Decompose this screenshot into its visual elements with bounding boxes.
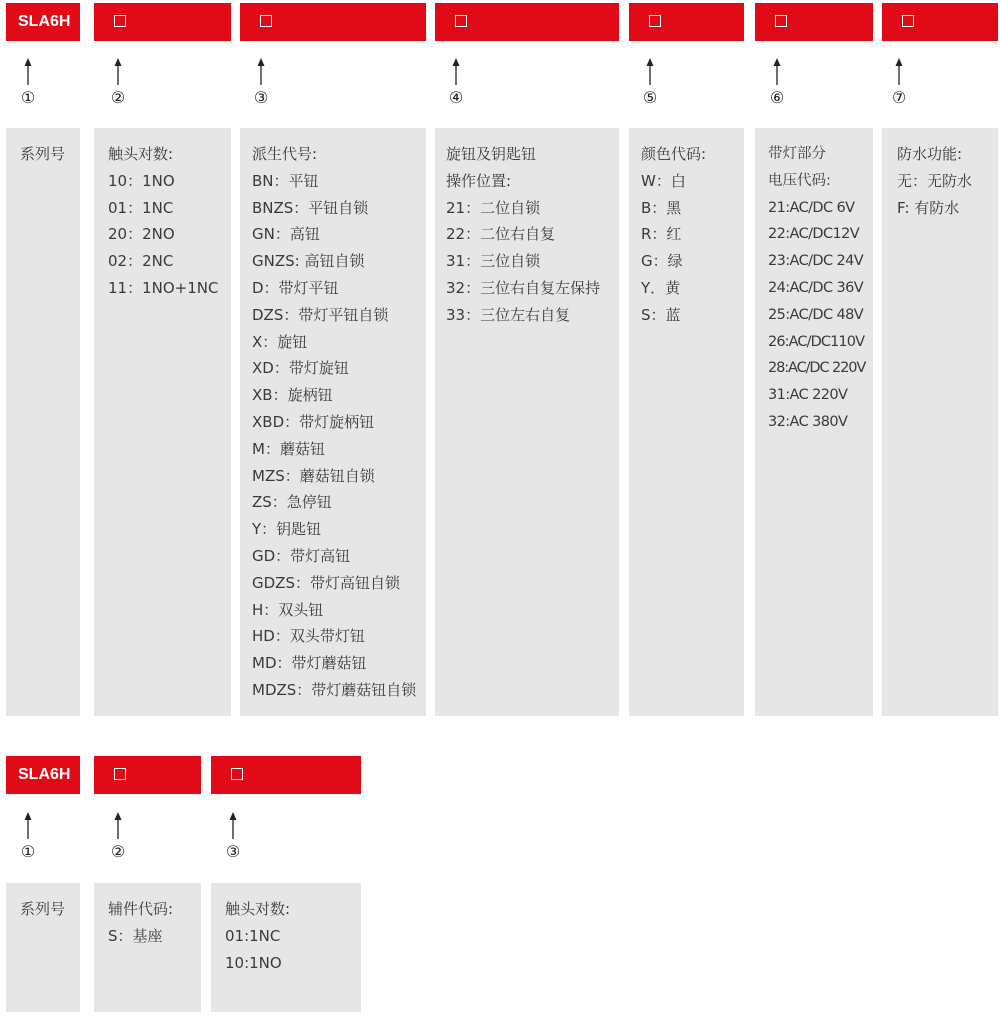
circled-number: ⑥: [769, 88, 785, 107]
up-arrow-icon: [246, 57, 276, 87]
panel-heading: 带灯部分: [768, 146, 826, 162]
empty-checkbox-icon: [455, 15, 467, 27]
up-arrow-icon: [762, 57, 792, 87]
row1-header-field-6: [755, 3, 873, 41]
panel-line: S：蓝: [641, 305, 681, 324]
series-code-label: SLA6H: [18, 13, 71, 30]
panel-line: MD：带灯蘑菇钮: [252, 654, 367, 673]
panel-line: Y．黄: [641, 278, 681, 297]
panel-heading: 辅件代码:: [108, 900, 174, 918]
row1-header-field-7: [882, 3, 998, 41]
panel-line: XB：旋柄钮: [252, 386, 333, 405]
empty-checkbox-icon: [114, 768, 126, 780]
row2-panel-accessory-code: [94, 883, 201, 1012]
panel-line: G：绿: [641, 252, 683, 271]
panel-line: H：双头钮: [252, 600, 324, 619]
row1-panel-series: [6, 128, 80, 716]
panel-line: 10:1NO: [225, 953, 282, 972]
panel-line: 无：无防水: [897, 171, 973, 190]
panel-line: 32:AC 380V: [768, 413, 848, 430]
panel-heading: 派生代号:: [252, 145, 318, 163]
up-arrow-icon: [103, 811, 133, 841]
panel-line: F: 有防水: [897, 198, 960, 217]
panel-line: BN：平钮: [252, 171, 319, 190]
panel-line: 23:AC/DC 24V: [768, 253, 864, 270]
row1-pointer-4: [441, 57, 471, 109]
panel-line: GN：高钮: [252, 225, 320, 244]
panel-line: 21：二位自锁: [446, 198, 541, 217]
panel-line: BNZS：平钮自锁: [252, 198, 369, 217]
series-code-label: SLA6H: [18, 766, 71, 783]
row2-pointer-2: [103, 811, 133, 863]
panel-line: W：白: [641, 171, 686, 190]
row1-header-field-4: [435, 3, 619, 41]
up-arrow-icon: [635, 57, 665, 87]
circled-number: ⑦: [891, 88, 907, 107]
panel-line: 22:AC/DC12V: [768, 226, 860, 243]
up-arrow-icon: [13, 811, 43, 841]
up-arrow-icon: [103, 57, 133, 87]
row2-header-series: [6, 756, 80, 794]
panel-line: S：基座: [108, 926, 163, 945]
panel-line: MZS：蘑菇钮自锁: [252, 466, 375, 485]
panel-line: 21:AC/DC 6V: [768, 199, 855, 216]
empty-checkbox-icon: [649, 15, 661, 27]
row1-pointer-3: [246, 57, 276, 109]
panel-line: ZS：急停钮: [252, 493, 332, 512]
circled-number: ②: [110, 88, 126, 107]
panel-line: 26:AC/DC110V: [768, 333, 865, 350]
empty-checkbox-icon: [775, 15, 787, 27]
panel-line: D：带灯平钮: [252, 278, 339, 297]
row1-panel-derivative-code: [240, 128, 426, 716]
row1-panel-lamp-voltage: [755, 128, 873, 716]
panel-line: 01：1NC: [108, 198, 174, 217]
row1-header-field-3: [240, 3, 426, 41]
panel-line: 31:AC 220V: [768, 387, 848, 404]
panel-line: 24:AC/DC 36V: [768, 279, 864, 296]
up-arrow-icon: [441, 57, 471, 87]
panel-line: 11：1NO+1NC: [108, 278, 219, 297]
circled-number: ②: [110, 842, 126, 861]
up-arrow-icon: [218, 811, 248, 841]
empty-checkbox-icon: [260, 15, 272, 27]
row2-panel-series: [6, 883, 80, 1012]
panel-line: 02：2NC: [108, 252, 174, 271]
panel-line: 系列号: [20, 145, 66, 163]
row1-panel-contact-pairs: [94, 128, 231, 716]
panel-line: GNZS: 高钮自锁: [252, 252, 365, 271]
circled-number: ③: [253, 88, 269, 107]
panel-line: MDZS：带灯蘑菇钮自锁: [252, 680, 417, 699]
panel-heading: 触头对数:: [225, 900, 291, 918]
row2-panel-contact-pairs: [211, 883, 361, 1012]
empty-checkbox-icon: [114, 15, 126, 27]
panel-line: Y：钥匙钮: [252, 520, 322, 539]
panel-line: 20：2NO: [108, 225, 175, 244]
panel-line: 01:1NC: [225, 926, 281, 945]
row1-pointer-5: [635, 57, 665, 109]
up-arrow-icon: [13, 57, 43, 87]
empty-checkbox-icon: [231, 768, 243, 780]
panel-line: B：黑: [641, 198, 682, 217]
panel-line: 25:AC/DC 48V: [768, 306, 864, 323]
panel-line: 10：1NO: [108, 171, 175, 190]
panel-line: M：蘑菇钮: [252, 439, 325, 458]
row2-pointer-1: [13, 811, 43, 863]
panel-line: XBD：带灯旋柄钮: [252, 412, 375, 431]
panel-line: 32：三位右自复左保持: [446, 278, 601, 297]
circled-number: ①: [20, 88, 36, 107]
panel-line: DZS：带灯平钮自锁: [252, 305, 389, 324]
up-arrow-icon: [884, 57, 914, 87]
row1-panel-waterproof: [882, 128, 998, 716]
panel-heading: 颜色代码:: [641, 145, 707, 163]
row1-panel-knob-key: [435, 128, 619, 716]
panel-line: X：旋钮: [252, 332, 308, 351]
panel-line: GDZS：带灯高钮自锁: [252, 573, 400, 592]
circled-number: ①: [20, 842, 36, 861]
circled-number: ⑤: [642, 88, 658, 107]
panel-line: 33：三位左右自复: [446, 305, 571, 324]
row1-pointer-1: [13, 57, 43, 109]
row1-header-series: [6, 3, 80, 41]
row1-header-field-2: [94, 3, 231, 41]
panel-heading: 电压代码:: [768, 172, 831, 189]
row1-header-field-5: [629, 3, 744, 41]
panel-line: 28:AC/DC 220V: [768, 360, 866, 377]
row1-pointer-6: [762, 57, 792, 109]
panel-heading: 防水功能:: [897, 145, 963, 163]
circled-number: ④: [448, 88, 464, 107]
row1-panel-color-code: [629, 128, 744, 716]
panel-heading: 旋钮及钥匙钮: [446, 145, 537, 163]
panel-line: R：红: [641, 225, 682, 244]
panel-line: HD：双头带灯钮: [252, 627, 365, 646]
row2-pointer-3: [218, 811, 248, 863]
panel-line: GD：带灯高钮: [252, 546, 351, 565]
empty-checkbox-icon: [902, 15, 914, 27]
panel-line: 31：三位自锁: [446, 252, 541, 271]
panel-heading: 触头对数:: [108, 145, 174, 163]
panel-line: 22：二位右自复: [446, 225, 556, 244]
circled-number: ③: [225, 842, 241, 861]
panel-heading: 操作位置:: [446, 171, 512, 190]
panel-line: XD：带灯旋钮: [252, 359, 349, 378]
row2-header-field-2: [94, 756, 201, 794]
row1-pointer-2: [103, 57, 133, 109]
row2-header-field-3: [211, 756, 361, 794]
row1-pointer-7: [884, 57, 914, 109]
panel-line: 系列号: [20, 900, 66, 918]
